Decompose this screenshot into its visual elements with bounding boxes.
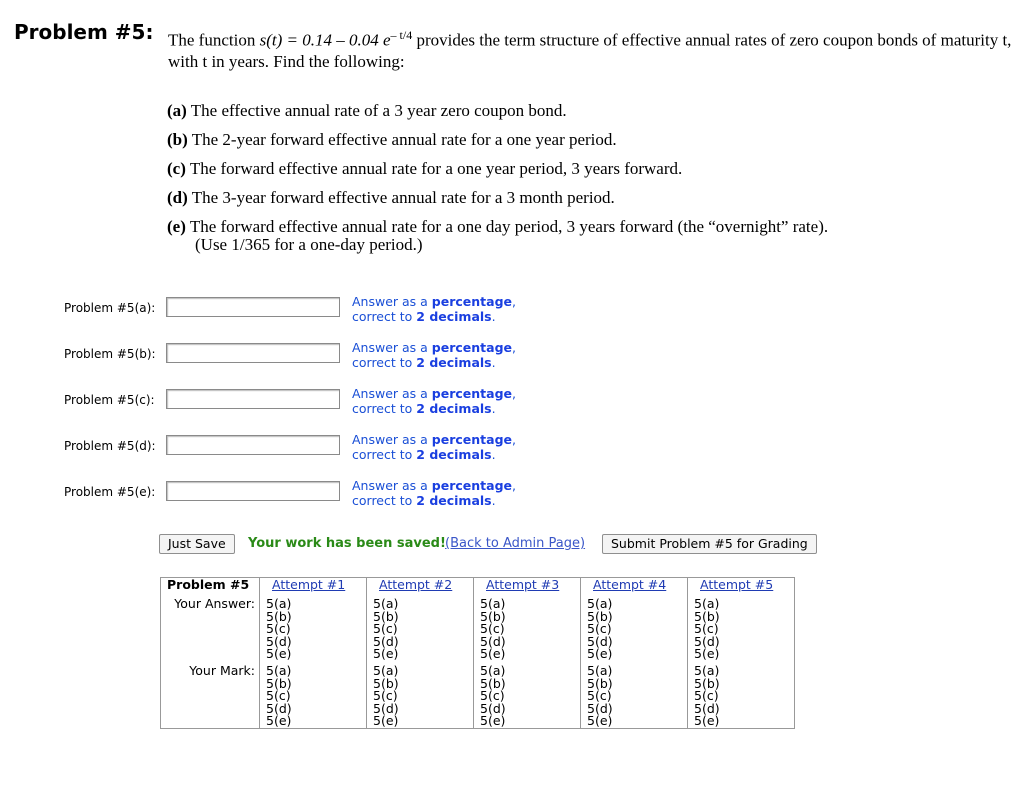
- attempt-2-link[interactable]: Attempt #2: [367, 578, 474, 598]
- attempt-3-answers: 5(a) 5(b) 5(c) 5(d) 5(e): [474, 597, 581, 661]
- back-to-admin-link[interactable]: (Back to Admin Page): [445, 536, 586, 551]
- answer-hint: Answer as a percentage, correct to 2 decimals.: [352, 340, 516, 370]
- problem-title: Problem #5:: [14, 20, 154, 44]
- intro-text: The function: [168, 30, 260, 50]
- function-formula: s(t) = 0.14 – 0.04 e: [259, 30, 391, 50]
- attempts-header: Problem #5: [167, 577, 250, 592]
- answer-hint: Answer as a percentage, correct to 2 decimals.: [352, 432, 516, 462]
- function-exponent: – t/4: [390, 28, 413, 42]
- answer-hint: Answer as a percentage, correct to 2 decimals.: [352, 478, 516, 508]
- answer-label: Problem #5(c):: [64, 393, 155, 407]
- attempts-table: [160, 577, 795, 729]
- answer-input-e[interactable]: [166, 481, 340, 501]
- attempt-5-link[interactable]: Attempt #5: [688, 578, 795, 598]
- answer-label: Problem #5(d):: [64, 439, 156, 453]
- just-save-button[interactable]: Just Save: [159, 534, 235, 554]
- attempt-5-answers: 5(a) 5(b) 5(c) 5(d) 5(e): [688, 597, 795, 661]
- attempt-4-marks: 5(a) 5(b) 5(c) 5(d) 5(e): [581, 661, 688, 728]
- attempt-3-link[interactable]: Attempt #3: [474, 578, 581, 598]
- part-a: (a) The effective annual rate of a 3 year zero coupon bond.: [167, 101, 567, 120]
- answer-hint: Answer as a percentage, correct to 2 decimals.: [352, 386, 516, 416]
- problem-parts: [167, 96, 828, 255]
- part-e: (e) The forward effective annual rate for a one day period, 3 years forward (the “overnight” rate).: [167, 217, 829, 236]
- attempt-1-link[interactable]: Attempt #1: [260, 578, 367, 598]
- part-e-note: (Use 1/365 for a one-day period.): [195, 235, 423, 254]
- your-answer-label: Your Answer:: [174, 596, 255, 611]
- answer-input-a[interactable]: [166, 297, 340, 317]
- attempt-2-answers: 5(a) 5(b) 5(c) 5(d) 5(e): [367, 597, 474, 661]
- part-d: (d) The 3-year forward effective annual rate for a 3 month period.: [167, 188, 615, 207]
- attempt-3-marks: 5(a) 5(b) 5(c) 5(d) 5(e): [474, 661, 581, 728]
- your-mark-row: [161, 661, 795, 728]
- answer-input-b[interactable]: [166, 343, 340, 363]
- part-b: (b) The 2-year forward effective annual rate for a one year period.: [167, 130, 617, 149]
- answer-label: Problem #5(a):: [64, 301, 156, 315]
- answer-label: Problem #5(e):: [64, 485, 156, 499]
- your-mark-label: Your Mark:: [189, 662, 255, 678]
- answer-input-c[interactable]: [166, 389, 340, 409]
- part-c: (c) The forward effective annual rate for a one year period, 3 years forward.: [167, 159, 683, 178]
- answer-hint: Answer as a percentage, correct to 2 decimals.: [352, 294, 516, 324]
- attempt-1-marks: 5(a) 5(b) 5(c) 5(d) 5(e): [260, 661, 367, 728]
- attempt-4-link[interactable]: Attempt #4: [581, 578, 688, 598]
- answer-label: Problem #5(b):: [64, 347, 156, 361]
- attempt-1-answers: 5(a) 5(b) 5(c) 5(d) 5(e): [260, 597, 367, 661]
- submit-for-grading-button[interactable]: Submit Problem #5 for Grading: [602, 534, 817, 554]
- saved-message: Your work has been saved!: [248, 536, 446, 551]
- problem-statement: [168, 25, 1018, 72]
- attempt-5-marks: 5(a) 5(b) 5(c) 5(d) 5(e): [688, 661, 795, 728]
- attempt-2-marks: 5(a) 5(b) 5(c) 5(d) 5(e): [367, 661, 474, 728]
- your-answer-row: [161, 597, 795, 661]
- attempt-4-answers: 5(a) 5(b) 5(c) 5(d) 5(e): [581, 597, 688, 661]
- answer-input-d[interactable]: [166, 435, 340, 455]
- intro-text-rest: provides the term structure of effective annual rates of zero coupon bonds of maturity t, with t in years. Find the following:: [168, 30, 1012, 71]
